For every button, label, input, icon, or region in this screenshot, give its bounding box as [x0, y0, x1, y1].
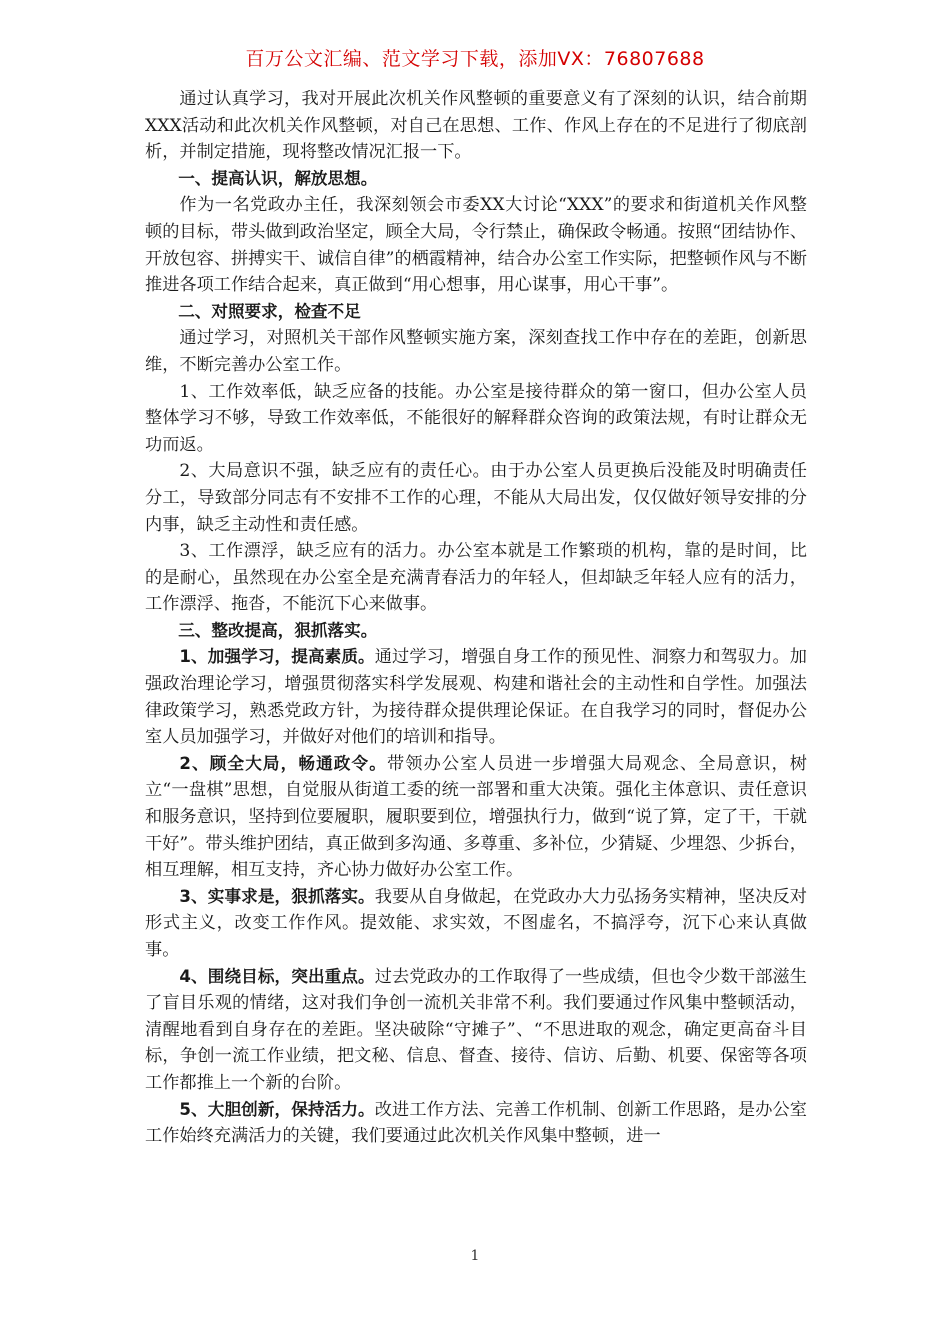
section-1-heading: 一、提高认识，解放思想。 — [178, 168, 378, 188]
item-text: 我要从自身做起，在党政办大力弘扬务实精神，坚决反对形式主义，改变工作作风。提效能、求实效，不图虚名，不搞浮夸，沉下心来认真做事。 — [145, 886, 807, 960]
item-lead: 1、加强学习，提高素质。 — [179, 647, 375, 667]
section-3-item-4 — [145, 964, 807, 1097]
section-3-item-5 — [145, 1097, 807, 1150]
watermark-header: 百万公文汇编、范文学习下载，添加VX：76807688 — [245, 48, 705, 70]
section-3-item-3 — [145, 884, 807, 964]
section-2-item-1: 1、工作效率低，缺乏应备的技能。办公室是接待群众的第一窗口，但办公室人员整体学习不够，导致工作效率低，不能很好的解释群众咨询的政策法规，有时让群众无功而返。 — [145, 381, 807, 455]
item-text: 带领办公室人员进一步增强大局观念、全局意识，树立“一盘棋”思想，自觉服从街道工委的统一部署和重大决策。强化主体意识、责任意识和服务意识，坚持到位要履职，履职要到位，增强执行力，做到“说了算，定了干，干就干好”。带头维护团结，真正做到多沟通、多尊重、多补位，少猜疑、少埋怨、少拆台，相互理解，相互支持，齐心协力做好办公室工作。 — [145, 753, 807, 881]
section-2-item-3: 3、工作漂浮，缺乏应有的活力。办公室本就是工作繁琐的机构，靠的是时间，比的是耐心，虽然现在办公室全是充满青春活力的年轻人，但却缺乏年轻人应有的活力，工作漂浮、拖沓，不能沉下心来做事。 — [145, 541, 807, 615]
page-number: 1 — [470, 1248, 480, 1264]
item-lead: 2、顾全大局，畅通政令。 — [179, 753, 387, 773]
item-lead: 4、围绕目标，突出重点。 — [179, 966, 375, 986]
item-lead: 5、大胆创新，保持活力。 — [179, 1099, 375, 1119]
intro-paragraph: 通过认真学习，我对开展此次机关作风整顿的重要意义有了深刻的认识，结合前期XXX活动和此次机关作风整顿，对自己在思想、工作、作风上存在的不足进行了彻底剖析，并制定措施，现将整改情况汇报一下。 — [145, 89, 807, 163]
item-text: 通过学习，增强自身工作的预见性、洞察力和驾驭力。加强政治理论学习，增强贯彻落实科学发展观、构建和谐社会的主动性和自学性。加强法律政策学习，熟悉党政方针，为接待群众提供理论保证。在自我学习的同时，督促办公室人员加强学习，并做好对他们的培训和指导。 — [145, 647, 807, 748]
item-text: 改进工作方法、完善工作机制、创新工作思路，是办公室工作始终充满活力的关键，我们要通过此次机关作风集中整顿，进一 — [145, 1099, 807, 1147]
item-text: 过去党政办的工作取得了一些成绩，但也令少数干部滋生了盲目乐观的情绪，这对我们争创一流机关非常不利。我们要通过作风集中整顿活动，清醒地看到自身存在的差距。坚决破除“守摊子”、“不思进取的观念，确定更高奋斗目标，争创一流工作业绩，把文秘、信息、督查、接待、信访、后勤、机要、保密等各项工作都推上一个新的台阶。 — [145, 966, 807, 1093]
section-2-paragraph: 通过学习，对照机关干部作风整顿实施方案，深刻查找工作中存在的差距，创新思维，不断完善办公室工作。 — [145, 328, 807, 375]
item-lead: 3、实事求是，狠抓落实。 — [179, 886, 375, 906]
section-3-heading: 三、整改提高，狠抓落实。 — [178, 620, 378, 640]
section-2-heading: 二、对照要求，检查不足 — [178, 301, 361, 321]
document-body — [145, 86, 807, 1150]
section-2-item-2: 2、大局意识不强，缺乏应有的责任心。由于办公室人员更换后没能及时明确责任分工，导致部分同志有不安排不工作的心理，不能从大局出发，仅仅做好领导安排的分内事，缺乏主动性和责任感。 — [145, 461, 807, 535]
section-3-item-2 — [145, 751, 807, 884]
section-3-item-1 — [145, 644, 807, 750]
section-1-paragraph: 作为一名党政办主任，我深刻领会市委XX大讨论“XXX”的要求和街道机关作风整顿的目标，带头做到政治坚定，顾全大局，令行禁止，确保政令畅通。按照“团结协作、开放包容、拼搏实干、诚信自律”的栖霞精神，结合办公室工作实际，把整顿作风与不断推进各项工作结合起来，真正做到“用心想事，用心谋事，用心干事”。 — [145, 195, 807, 296]
